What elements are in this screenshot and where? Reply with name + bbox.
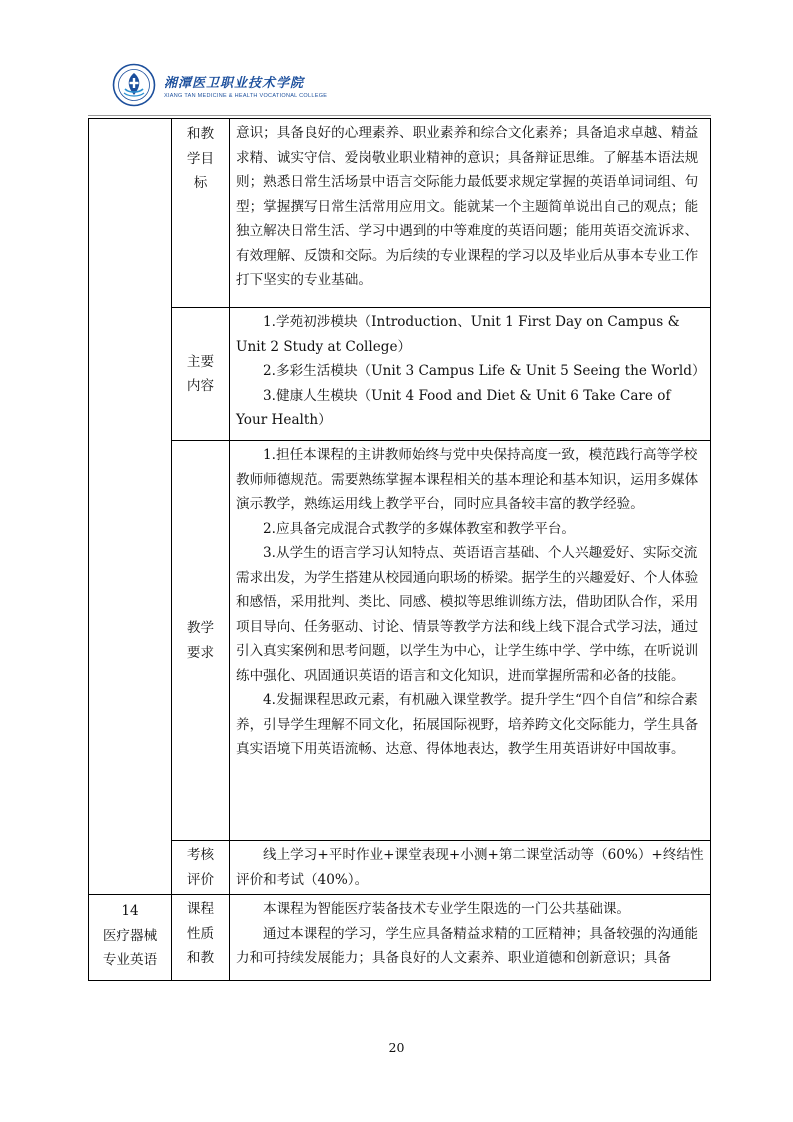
table-row-teaching-requirements (89, 441, 711, 841)
course-nature-item-2: 通过本课程的学习，学生应具备精益求精的工匠精神；具备较强的沟通能力和可持续发展能力；具备良好的人文素养、职业道德和创新意识；具备 (236, 925, 698, 966)
module-item-1: 1.学苑初涉模块（Introduction、Unit 1 First Day on Campus & Unit 2 Study at College） (236, 314, 680, 355)
requirement-item-2: 2.应具备完成混合式教学的多媒体教室和教学平台。 (263, 520, 576, 537)
label-teaching-requirements: 教学 要求 (172, 441, 230, 841)
course-name-cell-empty (89, 119, 172, 895)
teaching-requirements-list (230, 441, 711, 841)
assessment-content (230, 841, 711, 895)
school-name-cn: 湘潭医卫职业技术学院 (164, 75, 305, 91)
requirement-item-1: 1.担任本课程的主讲教师始终与党中央保持高度一致，模范践行高等学校教师师德规范。需要熟练掌握本课程相关的基本理论和基本知识，运用多媒体演示教学，熟练运用线上教学平台，同时应具备较丰富的教学经验。 (236, 447, 699, 512)
label-assessment: 考核 评价 (172, 841, 230, 895)
table-row-objectives (89, 119, 711, 308)
header-rule (88, 115, 711, 116)
objectives-text: 意识；具备良好的心理素养、职业素养和综合文化素养；具备追求卓越、精益求精、诚实守信、爱岗敬业职业精神的意识；具备辩证思维。了解基本语法规则；熟悉日常生活场景中语言交际能力最低要求规定掌握的英语单词词组、句型；掌握撰写日常生活常用应用文。能就某一个主题简单说出自己的观点；能独立解决日常生活、学习中遇到的中等难度的英语问题；能用英语交流诉求、有效理解、反馈和交际。为后续的专业课程的学习以及毕业后从事本专业工作打下坚实的专业基础。 (236, 125, 699, 288)
table-row-course-14 (89, 895, 711, 981)
course-name-cell (89, 895, 172, 981)
table-row-main-content (89, 308, 711, 441)
label-main-content: 主要 内容 (172, 308, 230, 441)
school-logo (112, 62, 352, 108)
course-number: 14 (121, 903, 139, 919)
module-item-3: 3.健康人生模块（Unit 4 Food and Diet & Unit 6 Take Care of Your Health） (236, 387, 671, 428)
page-number: 20 (388, 1040, 405, 1055)
module-item-2: 2.多彩生活模块（Unit 3 Campus Life & Unit 5 Seeing the World） (263, 363, 706, 379)
course-table (88, 118, 711, 981)
table-row-assessment (89, 841, 711, 895)
course-name-line-2: 专业英语 (102, 952, 158, 968)
label-course-nature: 课程 性质 和教 (172, 895, 230, 981)
requirement-item-3: 3.从学生的语言学习认知特点、英语语言基础、个人兴趣爱好、实际交流需求出发，为学生搭建从校园通向职场的桥梁。据学生的兴趣爱好、个人体验和感悟，采用批判、类比、同感、模拟等思维训练方法，借助团队合作，采用项目导向、任务驱动、讨论、情景等教学方法和线上线下混合式学习法，通过引入真实案例和思考问题，以学生为中心，让学生练中学、学中练，在听说训练中强化、巩固通识英语的语言和文化知识，进而掌握所需和必备的技能。 (236, 545, 699, 684)
requirement-item-4: 4.发掘课程思政元素，有机融入课堂教学。提升学生“四个自信”和综合素养，引导学生理解不同文化，拓展国际视野，培养跨文化交际能力，学生具备真实语境下用英语流畅、达意、得体地表达，教学生用英语讲好中国故事。 (236, 692, 699, 757)
assessment-text: 线上学习+平时作业+课堂表现+小测+第二课堂活动等（60%）+终结性评价和考试（40%）。 (236, 847, 704, 888)
school-name-en: XIANG TAN MEDICINE & HEALTH VOCATIONAL COLLEGE (164, 92, 328, 99)
objectives-content (230, 119, 711, 308)
course-name-line-1: 医疗器械 (102, 927, 158, 944)
school-emblem-icon (112, 63, 156, 107)
course-nature-content (230, 895, 711, 981)
course-nature-item-1: 本课程为智能医疗装备技术专业学生限选的一门公共基础课。 (263, 901, 631, 917)
main-content-list (230, 308, 711, 441)
label-objectives: 和教 学目 标 (172, 119, 230, 308)
